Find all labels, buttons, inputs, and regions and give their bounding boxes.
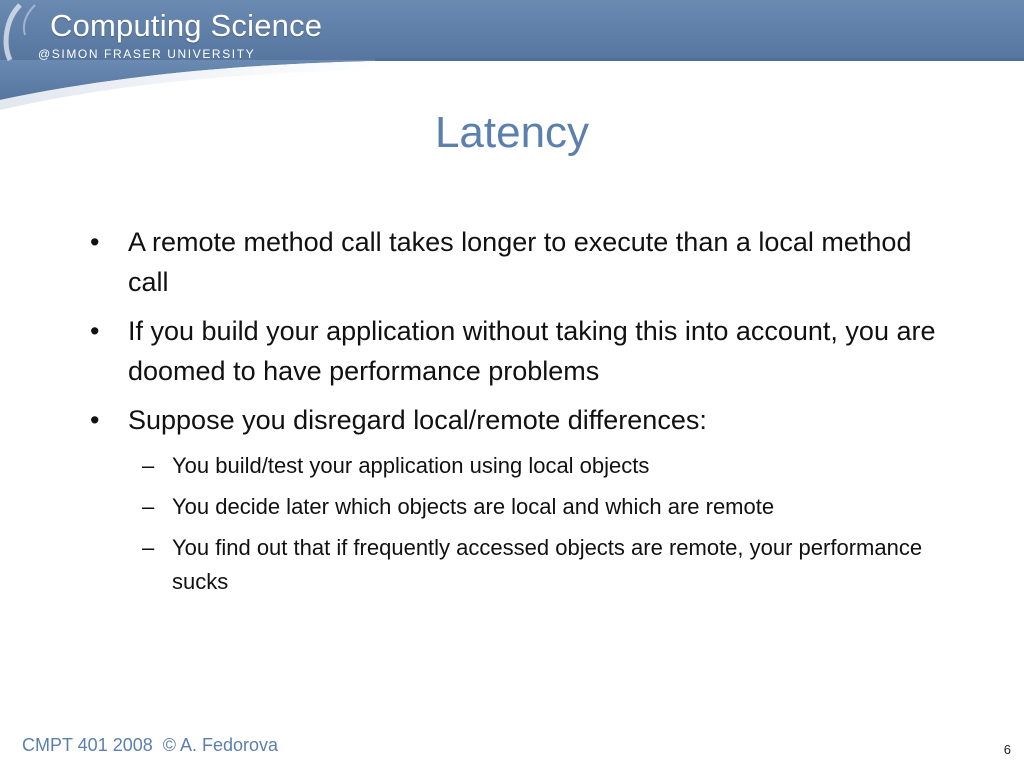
bullet-marker: • (90, 405, 100, 435)
bullet-item (86, 311, 956, 391)
sub-bullet-text: You decide later which objects are local and which are remote (172, 494, 775, 519)
slide-content (86, 222, 956, 606)
bullet-text: If you build your application without taking this into account, you are doomed to have performance problems (128, 316, 936, 386)
bullet-marker: • (90, 227, 100, 257)
sub-bullet-marker: – (142, 535, 155, 560)
brand-title: Computing Science (50, 8, 323, 43)
sub-bullet-item (138, 490, 956, 524)
sub-bullet-text: You find out that if frequently accessed objects are remote, your performance sucks (172, 535, 923, 594)
sub-bullet-marker: – (142, 494, 155, 519)
bullet-text: Suppose you disregard local/remote differences: (128, 405, 707, 435)
bullet-item (86, 222, 956, 302)
bullet-marker: • (90, 316, 100, 346)
sub-bullet-text: You build/test your application using local objects (172, 453, 650, 478)
sub-bullet-item (138, 531, 956, 599)
bullet-item (86, 400, 956, 440)
slide-title: Latency (434, 108, 590, 157)
slide-number: 6 (1003, 742, 1011, 757)
footer-course-info: CMPT 401 2008 © A. Fedorova (22, 735, 279, 755)
sub-bullet-item (138, 449, 956, 483)
brand-subtitle: @SIMON FRASER UNIVERSITY (38, 47, 256, 61)
bullet-text: A remote method call takes longer to execute than a local method call (128, 227, 912, 297)
sub-bullet-marker: – (142, 453, 155, 478)
